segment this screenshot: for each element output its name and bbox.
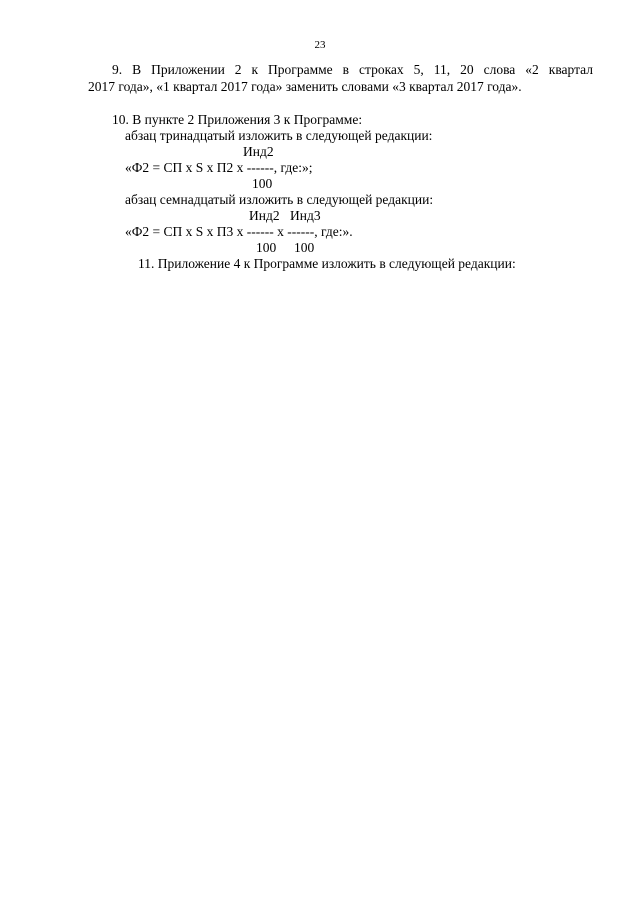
formula2-denominator2: 100 bbox=[294, 240, 315, 255]
item9-line2: 2017 года», «1 квартал 2017 года» заменить словами «3 квартал 2017 года». bbox=[88, 79, 522, 94]
para13-intro: абзац тринадцатый изложить в следующей редакции: bbox=[125, 128, 433, 143]
formula1-expression: «Ф2 = СП x S x П2 x ------, где:»; bbox=[125, 160, 313, 175]
formula1-denominator: 100 bbox=[252, 176, 273, 191]
item9-line1: 9. В Приложении 2 к Программе в строках 5, 11, 20 слова «2 квартал bbox=[112, 62, 593, 77]
item11-text: 11. Приложение 4 к Программе изложить в следующей редакции: bbox=[138, 256, 516, 271]
page-number: 23 bbox=[314, 39, 326, 51]
formula2-denominator1: 100 bbox=[256, 240, 277, 255]
formula2-expression: «Ф2 = СП x S x П3 x ------ x ------, где:». bbox=[125, 224, 353, 239]
formula2-numerator1: Инд2 bbox=[249, 208, 280, 223]
formula1-numerator: Инд2 bbox=[243, 144, 274, 159]
formula2-numerator2: Инд3 bbox=[290, 208, 321, 223]
para17-intro: абзац семнадцатый изложить в следующей редакции: bbox=[125, 192, 434, 207]
item10-heading: 10. В пункте 2 Приложения 3 к Программе: bbox=[112, 112, 363, 127]
